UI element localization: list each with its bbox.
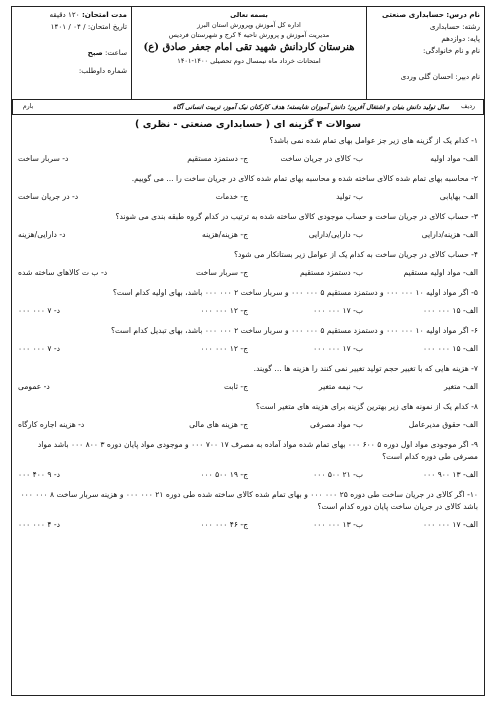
question-text: ۱۰- اگر کالای در جریان ساخت طی دوره ۲۵ ۰۰۰ ۰۰۰ و بهای تمام شده کالای ساخته شده طی دوره ۲۱ ۰۰۰ ۰۰۰ و هزینه سربار ساخت ۸ ۰۰۰ ۰۰۰ باشد کالای در جریان ساخت پایان دوره کدام است؟ [20, 490, 478, 511]
option-4: د- ۴ ۰۰۰ ۰۰۰ [18, 520, 60, 529]
option-1: الف- ۱۵ ۰۰۰ ۰۰۰ [423, 306, 478, 315]
question-text: ۴- حساب کالای در جریان ساخت به کدام یک از عوامل زیر بستانکار می شود؟ [233, 250, 478, 259]
motto-bar [12, 100, 484, 115]
seat-number-label: شماره داوطلب: [78, 66, 127, 75]
option-1: الف- متغیر [444, 382, 478, 391]
option-2: ب- دستمزد مستقیم [299, 268, 363, 277]
question-options [18, 419, 478, 430]
option-4: د- ۷ ۰۰۰ ۰۰۰ [18, 344, 60, 353]
question-options [18, 153, 478, 164]
question-text: ۱- کدام یک از گزینه های زیر جز عوامل بهای تمام شده نمی باشد؟ [269, 136, 478, 145]
question-text: ۵- اگر مواد اولیه ۱۰ ۰۰۰ ۰۰۰ و دستمزد مستقیم ۵ ۰۰۰ ۰۰۰ و سربار ساخت ۲ ۰۰۰ ۰۰۰ باشد، بهای اولیه کدام است؟ [112, 288, 478, 297]
header-exam-info: مدت امتحان: ۱۲۰ دقیقه تاریخ امتحان: / ۰۴ / ۱۴۰۱ ساعت: صبح شماره داوطلب: [12, 7, 132, 99]
option-4: د- عمومی [18, 382, 50, 391]
option-2: ب- ۲۱ ۵۰۰ ۰۰۰ [313, 470, 363, 479]
question-10 [18, 489, 478, 530]
option-2: ب- تولید [336, 192, 363, 201]
question-options [18, 381, 478, 392]
section-title: سوالات ۴ گزینه ای ( حسابداری صنعتی - نظری ) [135, 119, 361, 130]
question-2 [18, 173, 478, 202]
row-column-header: ردیف [453, 100, 484, 114]
question-8 [18, 401, 478, 430]
question-options [18, 343, 478, 354]
student-name-label: نام و نام خانوادگی: [423, 46, 480, 55]
question-9 [18, 439, 478, 480]
option-1: الف- ۱۷ ۰۰۰ ۰۰۰ [423, 520, 478, 529]
option-3: ج- خدمات [215, 192, 248, 201]
option-3: ج- ۱۲ ۰۰۰ ۰۰۰ [200, 344, 248, 353]
option-2: ب- ۱۷ ۰۰۰ ۰۰۰ [313, 344, 363, 353]
option-2: ب- کالای در جریان ساخت [280, 154, 363, 163]
option-3: ج- ۱۲ ۰۰۰ ۰۰۰ [200, 306, 248, 315]
teacher-name: احسان گلی وردی [400, 72, 454, 81]
question-7 [18, 363, 478, 392]
option-4: د- ۷ ۰۰۰ ۰۰۰ [18, 306, 60, 315]
question-text: ۳- حساب کالای در جریان ساخت و حساب موجودی کالای ساخته شده به ترتیب در کدام گروه طبقه بندی می شوند؟ [115, 212, 478, 221]
question-3 [18, 211, 478, 240]
basmala: بسمه تعالی [230, 11, 268, 19]
exam-duration: ۱۲۰ دقیقه [49, 10, 80, 19]
option-2: ب- دارایی/دارایی [308, 230, 363, 239]
header-school-info: بسمه تعالی اداره کل آموزش وپرورش استان البرز مدیریت آموزش و پرورش ناحیه ۴ کرج و شهرستان فردیس هنرستان کاردانش شهید تقی امام جعفر صادق (ع) امتحانات خرداد ماه نیمسال دوم تحصیلی ۱۴۰۰-۱۴۰۱ [132, 7, 366, 99]
question-text: ۶- اگر مواد اولیه ۱۰ ۰۰۰ ۰۰۰ و دستمزد مستقیم ۵ ۰۰۰ ۰۰۰ و سربار ساخت ۲ ۰۰۰ ۰۰۰ باشد، بهای تبدیل کدام است؟ [111, 326, 478, 335]
option-4: د- در جریان ساخت [18, 192, 79, 201]
option-2: ب- ۱۷ ۰۰۰ ۰۰۰ [313, 306, 363, 315]
question-options [18, 229, 478, 240]
course-name: حسابداری صنعتی [382, 10, 444, 19]
exam-period: امتحانات خرداد ماه نیمسال دوم تحصیلی ۱۴۰۰-۱۴۰۱ [177, 57, 321, 65]
question-options [18, 305, 478, 316]
question-options [18, 519, 478, 530]
question-options [18, 267, 478, 278]
option-2: ب- مواد مصرفی [309, 420, 363, 429]
option-3: ج- ۴۶ ۰۰۰ ۰۰۰ [200, 520, 248, 529]
question-options [18, 469, 478, 480]
exam-time: صبح [87, 48, 103, 57]
option-3: ج- هزینه/هزینه [202, 230, 248, 239]
option-1: الف- حقوق مدیرعامل [408, 420, 478, 429]
option-3: ج- دستمزد مستقیم [187, 154, 248, 163]
option-1: الف- ۱۵ ۰۰۰ ۰۰۰ [423, 344, 478, 353]
header-course-info: نام درس: حسابداری صنعتی رشته: حسابداری پایه: دوازدهم نام و نام خانوادگی: نام دبیر: احسان گلی وردی [366, 7, 484, 99]
motto-text: سال تولید دانش بنیان و اشتغال آفرین؛ دانش آموزان شایسته؛ هدف کارکنان نیک آموز، تربیت انسانی آگاه [172, 103, 449, 111]
option-1: الف- هزینه/دارایی [421, 230, 478, 239]
question-6 [18, 325, 478, 354]
question-text: ۸- کدام یک از نمونه های زیر بهترین گزینه برای هزینه های متغیر است؟ [255, 402, 478, 411]
option-1: الف- ۱۳ ۹۰۰ ۰۰۰ [423, 470, 478, 479]
question-4 [18, 249, 478, 278]
exam-sheet [11, 6, 485, 696]
option-1: الف- بهایابی [439, 192, 478, 201]
question-options [18, 191, 478, 202]
question-text: ۲- محاسبه بهای تمام شده کالای ساخته شده و محاسبه بهای تمام شده کالای در جریان ساخت را ... می گوییم. [131, 174, 478, 183]
option-4: د- دارایی/هزینه [18, 230, 66, 239]
option-1: الف- مواد اولیه [430, 154, 478, 163]
question-5 [18, 287, 478, 316]
option-4: د- ۹ ۴۰۰ ۰۰۰ [18, 470, 60, 479]
question-1 [18, 135, 478, 164]
option-3: ج- ثابت [223, 382, 248, 391]
option-3: ج- سربار ساخت [196, 268, 248, 277]
option-1: الف- مواد اولیه مستقیم [403, 268, 478, 277]
option-2: ب- نیمه متغیر [318, 382, 363, 391]
major-name: حسابداری [429, 22, 460, 31]
score-column-header: بارم [12, 100, 43, 114]
option-4: د- سربار ساخت [18, 154, 69, 163]
exam-header [12, 7, 484, 100]
school-title: هنرستان کاردانش شهید تقی امام جعفر صادق (ع) [143, 42, 355, 53]
option-2: ب- ۱۳ ۰۰۰ ۰۰۰ [313, 520, 363, 529]
option-3: ج- ۱۹ ۵۰۰ ۰۰۰ [200, 470, 248, 479]
exam-date: / ۰۴ / ۱۴۰۱ [50, 22, 86, 31]
questions-list [12, 135, 484, 530]
option-4: د- هزینه اجاره کارگاه [18, 420, 85, 429]
option-3: ج- هزینه های مالی [189, 420, 248, 429]
question-text: ۷- هزینه هایی که با تغییر حجم تولید تغییر نمی کنند را هزینه ها ... گویند. [253, 364, 478, 373]
question-text: ۹- اگر موجودی مواد اول دوره ۵ ۶۰۰ ۰۰۰ بهای تمام شده مواد آماده به مصرف ۱۷ ۷۰۰ ۰۰۰ و موجودی مواد پایان دوره ۳ ۸۰۰ ۰۰۰ باشد مواد مصرفی طی دوره کدام است؟ [37, 440, 478, 461]
grade-name: دوازدهم [441, 34, 466, 43]
option-4: د- ب ت کالاهای ساخته شده [18, 268, 108, 277]
